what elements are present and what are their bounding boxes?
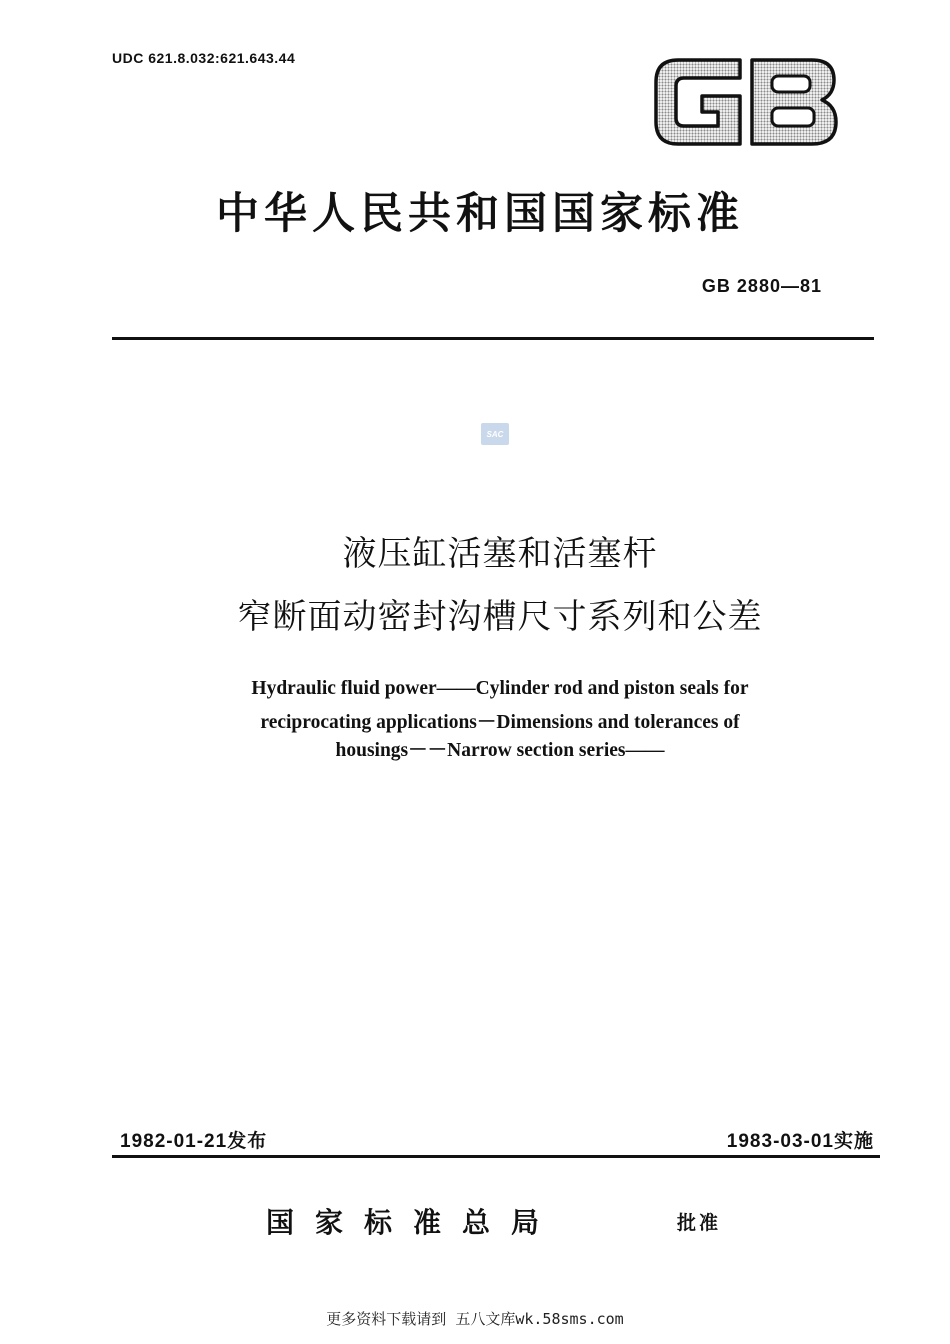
standard-number: GB 2880—81	[701, 276, 822, 296]
issuing-authority: 国家标准总局	[266, 1206, 561, 1239]
footer-divider	[112, 1155, 880, 1158]
cn-title-line-1: 液压缸活塞和活塞杆	[342, 534, 658, 574]
en-title-line-1: Hydraulic fluid power——Cylinder rod and piston seals for	[251, 678, 749, 699]
download-footer-link[interactable]: 更多资料下载请到 五八文库wk.58sms.com	[326, 1310, 624, 1328]
en-title-line-2: reciprocating applications－Dimensions and tolerances of	[260, 712, 740, 733]
issue-date: 1982-01-21发布	[120, 1131, 268, 1152]
effective-date: 1983-03-01实施	[726, 1131, 874, 1152]
svg-text:GB: GB	[652, 39, 676, 58]
header-divider	[112, 337, 874, 340]
approval-label: 批准	[677, 1212, 722, 1234]
en-title-line-3: housings－－Narrow section series——	[335, 740, 665, 761]
cn-title-line-2: 窄断面动密封沟槽尺寸系列和公差	[237, 597, 763, 637]
national-standard-title: 中华人民共和国国家标准	[216, 189, 744, 239]
gb-logo-icon	[652, 39, 842, 150]
udc-code: UDC 621.8.032:621.643.44	[112, 50, 296, 66]
svg-text:SAC: SAC	[486, 430, 504, 439]
sac-watermark-icon	[481, 423, 509, 445]
